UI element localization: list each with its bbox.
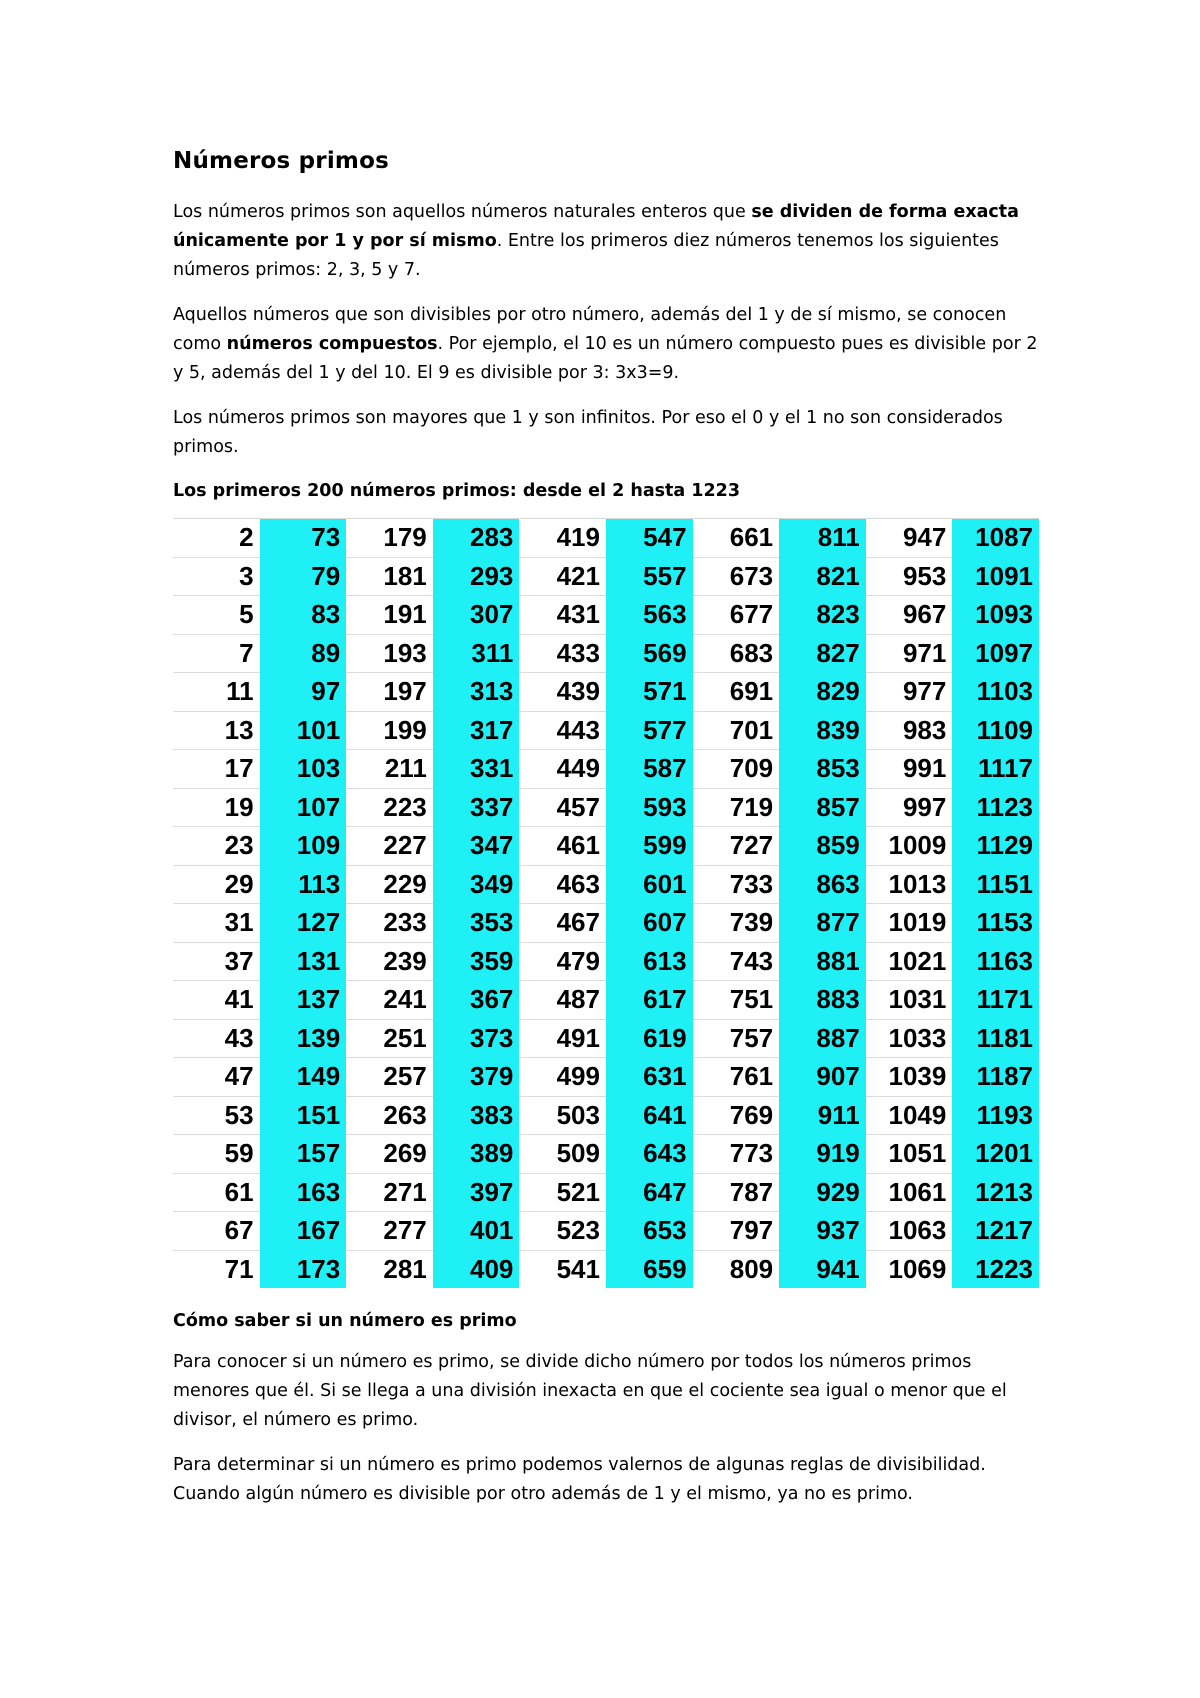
prime-cell: 1213 [952,1173,1039,1212]
prime-cell: 1013 [866,865,953,904]
prime-cell: 653 [606,1212,693,1251]
paragraph-definition-bold: se dividen de forma exacta únicamente por 1 y por sí mismo [173,202,1019,251]
table-row [173,1096,1039,1135]
prime-cell: 691 [693,673,780,712]
prime-cell: 239 [346,942,433,981]
table-row [173,942,1039,981]
prime-cell: 643 [606,1135,693,1174]
prime-cell: 211 [346,750,433,789]
prime-cell: 983 [866,711,953,750]
prime-cell: 241 [346,981,433,1020]
prime-cell: 37 [173,942,260,981]
prime-cell: 757 [693,1019,780,1058]
prime-cell: 367 [433,981,520,1020]
prime-cell: 797 [693,1212,780,1251]
prime-cell: 1049 [866,1096,953,1135]
prime-cell: 293 [433,557,520,596]
paragraph-definition [173,198,1043,285]
table-row [173,519,1039,558]
paragraph-divisibility: Para determinar si un número es primo podemos valernos de algunas reglas de divisibilidad. Cuando algún número es divisible por otro además de 1 y el mismo, ya no es primo. [173,1455,986,1504]
prime-cell: 1129 [952,827,1039,866]
prime-cell: 53 [173,1096,260,1135]
prime-cell: 281 [346,1250,433,1288]
prime-cell: 709 [693,750,780,789]
table-row [173,711,1039,750]
prime-cell: 661 [693,519,780,558]
prime-cell: 151 [260,1096,347,1135]
prime-cell: 41 [173,981,260,1020]
prime-cell: 1021 [866,942,953,981]
prime-cell: 1223 [952,1250,1039,1288]
prime-cell: 877 [779,904,866,943]
prime-cell: 1087 [952,519,1039,558]
page-content [173,146,1043,1525]
prime-cell: 347 [433,827,520,866]
prime-cell: 463 [519,865,606,904]
paragraph-method: Para conocer si un número es primo, se divide dicho número por todos los números primos menores que él. Si se llega a una división inexacta en que el cociente sea igual o menor que el divisor, el número es primo. [173,1352,1007,1430]
prime-cell: 641 [606,1096,693,1135]
table-row [173,1135,1039,1174]
prime-cell: 1181 [952,1019,1039,1058]
prime-cell: 947 [866,519,953,558]
prime-cell: 479 [519,942,606,981]
prime-cell: 571 [606,673,693,712]
prime-cell: 139 [260,1019,347,1058]
prime-cell: 331 [433,750,520,789]
prime-cell: 883 [779,981,866,1020]
prime-cell: 251 [346,1019,433,1058]
prime-cell: 557 [606,557,693,596]
paragraph-composite-bold: números compuestos [226,334,438,354]
primes-table-body [173,519,1039,1289]
prime-cell: 263 [346,1096,433,1135]
prime-cell: 397 [433,1173,520,1212]
prime-cell: 181 [346,557,433,596]
table-row [173,865,1039,904]
paragraph-composite-part-a: Aquellos números que son divisibles por otro número, además del 1 y de sí mismo, se conocen como [173,305,1007,354]
prime-cell: 373 [433,1019,520,1058]
prime-cell: 197 [346,673,433,712]
prime-cell: 953 [866,557,953,596]
prime-cell: 1117 [952,750,1039,789]
prime-cell: 23 [173,827,260,866]
table-row [173,1250,1039,1288]
prime-cell: 1093 [952,596,1039,635]
prime-cell: 401 [433,1212,520,1251]
prime-cell: 17 [173,750,260,789]
prime-cell: 359 [433,942,520,981]
prime-cell: 719 [693,788,780,827]
prime-cell: 503 [519,1096,606,1135]
prime-cell: 1061 [866,1173,953,1212]
prime-cell: 619 [606,1019,693,1058]
primes-table [173,518,1039,1288]
prime-cell: 1151 [952,865,1039,904]
prime-cell: 277 [346,1212,433,1251]
prime-cell: 179 [346,519,433,558]
prime-cell: 569 [606,634,693,673]
prime-cell: 937 [779,1212,866,1251]
prime-cell: 1033 [866,1019,953,1058]
prime-cell: 109 [260,827,347,866]
prime-cell: 1171 [952,981,1039,1020]
prime-cell: 379 [433,1058,520,1097]
prime-cell: 821 [779,557,866,596]
table-row [173,750,1039,789]
prime-cell: 881 [779,942,866,981]
prime-cell: 613 [606,942,693,981]
prime-cell: 353 [433,904,520,943]
prime-cell: 2 [173,519,260,558]
prime-cell: 421 [519,557,606,596]
prime-cell: 1019 [866,904,953,943]
page-title: Números primos [173,148,389,174]
prime-cell: 223 [346,788,433,827]
table-row [173,673,1039,712]
prime-cell: 509 [519,1135,606,1174]
table-row [173,1019,1039,1058]
prime-cell: 739 [693,904,780,943]
prime-cell: 193 [346,634,433,673]
prime-cell: 1123 [952,788,1039,827]
prime-cell: 313 [433,673,520,712]
table-row [173,788,1039,827]
prime-cell: 1193 [952,1096,1039,1135]
prime-cell: 101 [260,711,347,750]
prime-cell: 409 [433,1250,520,1288]
prime-cell: 257 [346,1058,433,1097]
prime-cell: 113 [260,865,347,904]
prime-cell: 853 [779,750,866,789]
prime-cell: 67 [173,1212,260,1251]
prime-cell: 809 [693,1250,780,1288]
prime-cell: 317 [433,711,520,750]
prime-cell: 563 [606,596,693,635]
prime-cell: 733 [693,865,780,904]
prime-cell: 647 [606,1173,693,1212]
prime-cell: 727 [693,827,780,866]
prime-cell: 457 [519,788,606,827]
prime-cell: 163 [260,1173,347,1212]
prime-cell: 773 [693,1135,780,1174]
prime-cell: 743 [693,942,780,981]
prime-cell: 307 [433,596,520,635]
prime-cell: 499 [519,1058,606,1097]
prime-cell: 997 [866,788,953,827]
table-row [173,904,1039,943]
prime-cell: 577 [606,711,693,750]
table-row [173,1058,1039,1097]
prime-cell: 1097 [952,634,1039,673]
prime-cell: 1163 [952,942,1039,981]
prime-cell: 769 [693,1096,780,1135]
prime-cell: 283 [433,519,520,558]
prime-cell: 787 [693,1173,780,1212]
prime-cell: 839 [779,711,866,750]
table-row [173,981,1039,1020]
prime-cell: 157 [260,1135,347,1174]
prime-cell: 107 [260,788,347,827]
prime-cell: 443 [519,711,606,750]
prime-cell: 659 [606,1250,693,1288]
how-to-heading: Cómo saber si un número es primo [173,1311,517,1331]
prime-cell: 859 [779,827,866,866]
prime-cell: 29 [173,865,260,904]
prime-cell: 977 [866,673,953,712]
prime-cell: 419 [519,519,606,558]
prime-cell: 83 [260,596,347,635]
prime-cell: 631 [606,1058,693,1097]
prime-cell: 3 [173,557,260,596]
prime-cell: 19 [173,788,260,827]
prime-cell: 811 [779,519,866,558]
prime-cell: 907 [779,1058,866,1097]
prime-cell: 43 [173,1019,260,1058]
prime-cell: 167 [260,1212,347,1251]
prime-cell: 1109 [952,711,1039,750]
prime-cell: 233 [346,904,433,943]
prime-cell: 1051 [866,1135,953,1174]
prime-cell: 541 [519,1250,606,1288]
prime-cell: 971 [866,634,953,673]
table-row [173,827,1039,866]
prime-cell: 173 [260,1250,347,1288]
prime-cell: 827 [779,634,866,673]
prime-cell: 521 [519,1173,606,1212]
prime-cell: 461 [519,827,606,866]
prime-cell: 683 [693,634,780,673]
table-row [173,1173,1039,1212]
table-row [173,634,1039,673]
prime-cell: 829 [779,673,866,712]
prime-cell: 1069 [866,1250,953,1288]
prime-cell: 79 [260,557,347,596]
prime-cell: 11 [173,673,260,712]
prime-cell: 97 [260,673,347,712]
prime-cell: 47 [173,1058,260,1097]
prime-cell: 491 [519,1019,606,1058]
prime-cell: 73 [260,519,347,558]
table-row [173,596,1039,635]
prime-cell: 191 [346,596,433,635]
prime-cell: 1201 [952,1135,1039,1174]
prime-cell: 433 [519,634,606,673]
prime-cell: 967 [866,596,953,635]
prime-cell: 311 [433,634,520,673]
prime-cell: 383 [433,1096,520,1135]
prime-cell: 863 [779,865,866,904]
prime-cell: 929 [779,1173,866,1212]
prime-cell: 1153 [952,904,1039,943]
prime-cell: 601 [606,865,693,904]
prime-cell: 677 [693,596,780,635]
prime-cell: 149 [260,1058,347,1097]
paragraph-composite-part-c: . Por ejemplo, el 10 es un número compuesto pues es divisible por 2 y 5, además del 1 y del 10. El 9 es divisible por 3: 3x3=9. [173,334,1038,383]
prime-cell: 599 [606,827,693,866]
prime-cell: 31 [173,904,260,943]
prime-cell: 229 [346,865,433,904]
prime-cell: 5 [173,596,260,635]
prime-cell: 1031 [866,981,953,1020]
prime-cell: 941 [779,1250,866,1288]
prime-cell: 431 [519,596,606,635]
prime-cell: 389 [433,1135,520,1174]
prime-cell: 587 [606,750,693,789]
prime-cell: 1009 [866,827,953,866]
paragraph-definition-part-c: . Entre los primeros diez números tenemos los siguientes números primos: 2, 3, 5 y 7. [173,231,999,280]
prime-cell: 71 [173,1250,260,1288]
prime-cell: 227 [346,827,433,866]
prime-cell: 439 [519,673,606,712]
prime-cell: 449 [519,750,606,789]
prime-cell: 7 [173,634,260,673]
prime-cell: 59 [173,1135,260,1174]
prime-cell: 269 [346,1135,433,1174]
prime-cell: 887 [779,1019,866,1058]
prime-cell: 701 [693,711,780,750]
prime-cell: 349 [433,865,520,904]
prime-cell: 617 [606,981,693,1020]
prime-cell: 673 [693,557,780,596]
prime-cell: 487 [519,981,606,1020]
table-heading: Los primeros 200 números primos: desde el 2 hasta 1223 [173,481,741,501]
prime-cell: 467 [519,904,606,943]
prime-cell: 593 [606,788,693,827]
prime-cell: 199 [346,711,433,750]
prime-cell: 751 [693,981,780,1020]
prime-cell: 271 [346,1173,433,1212]
prime-cell: 523 [519,1212,606,1251]
prime-cell: 1091 [952,557,1039,596]
table-row [173,1212,1039,1251]
paragraph-composite [173,301,1043,388]
primes-table-wrapper [173,518,1039,1288]
prime-cell: 761 [693,1058,780,1097]
paragraph-definition-part-a: Los números primos son aquellos números naturales enteros que [173,202,752,222]
prime-cell: 857 [779,788,866,827]
prime-cell: 1039 [866,1058,953,1097]
prime-cell: 919 [779,1135,866,1174]
paragraph-infinite: Los números primos son mayores que 1 y son infinitos. Por eso el 0 y el 1 no son considerados primos. [173,408,1003,457]
prime-cell: 1103 [952,673,1039,712]
prime-cell: 1187 [952,1058,1039,1097]
prime-cell: 103 [260,750,347,789]
prime-cell: 61 [173,1173,260,1212]
prime-cell: 607 [606,904,693,943]
prime-cell: 1217 [952,1212,1039,1251]
prime-cell: 13 [173,711,260,750]
prime-cell: 911 [779,1096,866,1135]
prime-cell: 337 [433,788,520,827]
prime-cell: 89 [260,634,347,673]
prime-cell: 127 [260,904,347,943]
prime-cell: 547 [606,519,693,558]
prime-cell: 137 [260,981,347,1020]
table-row [173,557,1039,596]
prime-cell: 991 [866,750,953,789]
prime-cell: 823 [779,596,866,635]
prime-cell: 131 [260,942,347,981]
prime-cell: 1063 [866,1212,953,1251]
